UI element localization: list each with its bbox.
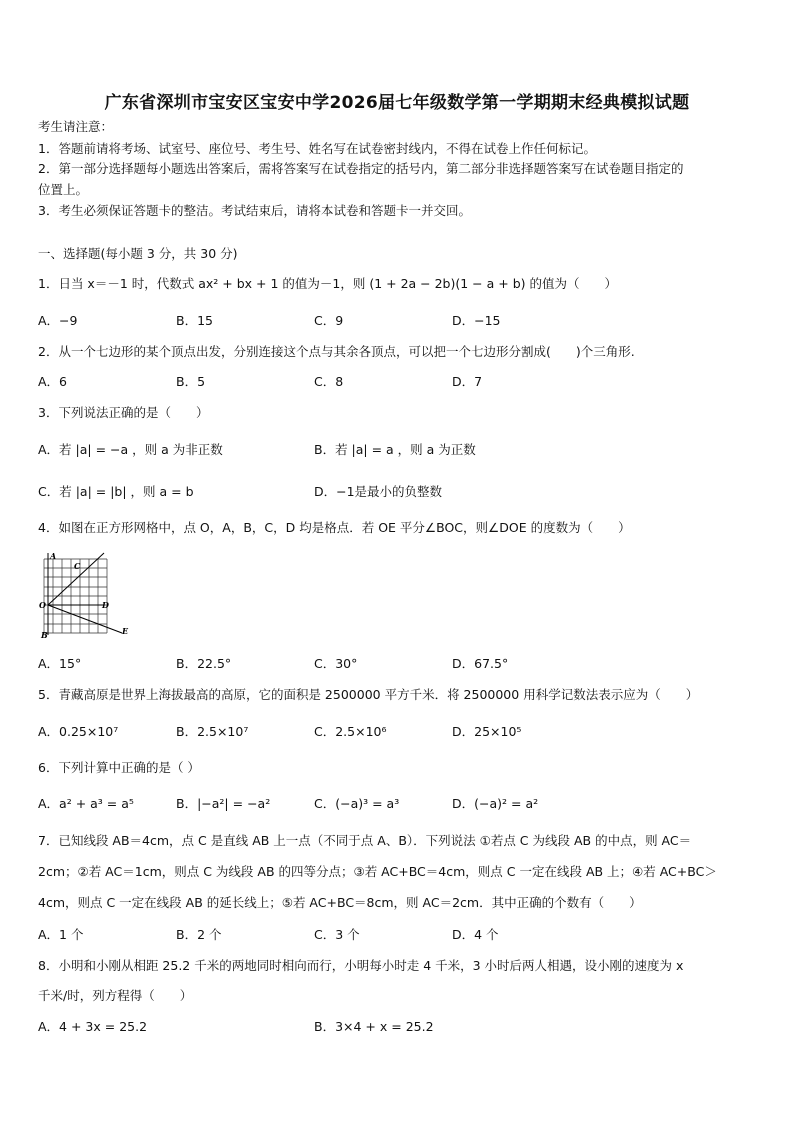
page-title: 广东省深圳市宝安区宝安中学2026届七年级数学第一学期期末经典模拟试题 [104, 93, 690, 113]
q5-option-d: D．25×10⁵ [452, 724, 522, 739]
q6-option-c: C．(−a)³ = a³ [314, 796, 400, 811]
q1-option-d: D．−15 [452, 313, 501, 328]
q4-option-d: D．67.5° [452, 656, 509, 671]
q1-option-b: B．15 [176, 313, 213, 328]
q6-option-a: A．a² + a³ = a⁵ [38, 796, 134, 811]
notice-item: 1．答题前请将考场、试室号、座位号、考生号、姓名写在试卷密封线内，不得在试卷上作任何标记。 [38, 141, 596, 156]
q3-option-b: B．若 |a| = a ，则 a 为正数 [314, 442, 476, 457]
label-d: D [102, 600, 109, 610]
notice-item: 3．考生必须保证答题卡的整洁。考试结束后，请将本试卷和答题卡一并交回。 [38, 203, 471, 218]
question-3: 3．下列说法正确的是（ ） [38, 405, 209, 420]
label-e: E [122, 626, 129, 636]
grid-figure [38, 549, 134, 639]
notice-item: 位置上。 [38, 182, 89, 197]
question-6: 6．下列计算中正确的是（ ） [38, 760, 200, 775]
q5-option-a: A．0.25×10⁷ [38, 724, 119, 739]
q1-option-a: A．−9 [38, 313, 78, 328]
q2-option-a: A．6 [38, 374, 68, 389]
q2-option-b: B．5 [176, 374, 206, 389]
notice-item: 2．第一部分选择题每小题选出答案后，需将答案写在试卷指定的括号内，第二部分非选择题答案写在试卷题目指定的 [38, 161, 684, 176]
q8-option-b: B．3×4 + x = 25.2 [314, 1019, 434, 1034]
q7-option-d: D．4 个 [452, 927, 499, 942]
q4-option-b: B．22.5° [176, 656, 232, 671]
label-c: C [74, 561, 81, 571]
q2-option-c: C．8 [314, 374, 344, 389]
notice-heading: 考生请注意： [38, 119, 114, 134]
label-o: O [39, 600, 46, 610]
question-8-line: 8．小明和小刚从相距 25.2 千米的两地同时相向而行，小明每小时走 4 千米，3 小时后两人相遇，设小刚的速度为 x [38, 958, 684, 973]
label-b: B [41, 630, 48, 639]
q6-option-d: D．(−a)² = a² [452, 796, 539, 811]
q3-option-c: C．若 |a| = |b| ，则 a = b [38, 484, 194, 499]
question-8-line: 千米/时，列方程得（ ） [38, 988, 193, 1003]
question-7-line: 4cm，则点 C 一定在线段 AB 的延长线上；⑤若 AC+BC＝8cm，则 AC＝2cm．其中正确的个数有（ ） [38, 895, 642, 910]
question-5: 5．青藏高原是世界上海拔最高的高原，它的面积是 2500000 平方千米．将 2500000 用科学记数法表示应为（ ） [38, 687, 699, 702]
q6-option-b: B．|−a²| = −a² [176, 796, 271, 811]
q7-option-b: B．2 个 [176, 927, 222, 942]
section-heading: 一、选择题(每小题 3 分，共 30 分) [38, 246, 238, 261]
question-1: 1．日当 x＝－1 时，代数式 ax² + bx + 1 的值为－1，则 (1 + 2a − 2b)(1 − a + b) 的值为（ ） [38, 276, 617, 291]
q8-option-a: A．4 + 3x = 25.2 [38, 1019, 148, 1034]
q7-option-a: A．1 个 [38, 927, 84, 942]
ray-lines [48, 553, 122, 635]
question-4: 4．如图在正方形网格中，点 O，A，B，C，D 均是格点．若 OE 平分∠BOC，则∠DOE 的度数为（ ） [38, 520, 631, 535]
q2-option-d: D．7 [452, 374, 483, 389]
q5-option-c: C．2.5×10⁶ [314, 724, 387, 739]
q4-option-c: C．30° [314, 656, 358, 671]
q3-option-a: A．若 |a| = −a ，则 a 为非正数 [38, 442, 223, 457]
question-7-line: 7．已知线段 AB＝4cm，点 C 是直线 AB 上一点（不同于点 A、B）．下列说法 ①若点 C 为线段 AB 的中点，则 AC＝ [38, 833, 692, 848]
question-2: 2．从一个七边形的某个顶点出发，分别连接这个点与其余各顶点，可以把一个七边形分割成( )个三角形. [38, 344, 635, 359]
q3-option-d: D．−1是最小的负整数 [314, 484, 443, 499]
q7-option-c: C．3 个 [314, 927, 360, 942]
label-a: A [50, 551, 57, 561]
question-7-line: 2cm；②若 AC＝1cm，则点 C 为线段 AB 的四等分点；③若 AC+BC＝4cm，则点 C 一定在线段 AB 上；④若 AC+BC＞ [38, 864, 717, 879]
q1-option-c: C．9 [314, 313, 344, 328]
q4-option-a: A．15° [38, 656, 82, 671]
q5-option-b: B．2.5×10⁷ [176, 724, 249, 739]
